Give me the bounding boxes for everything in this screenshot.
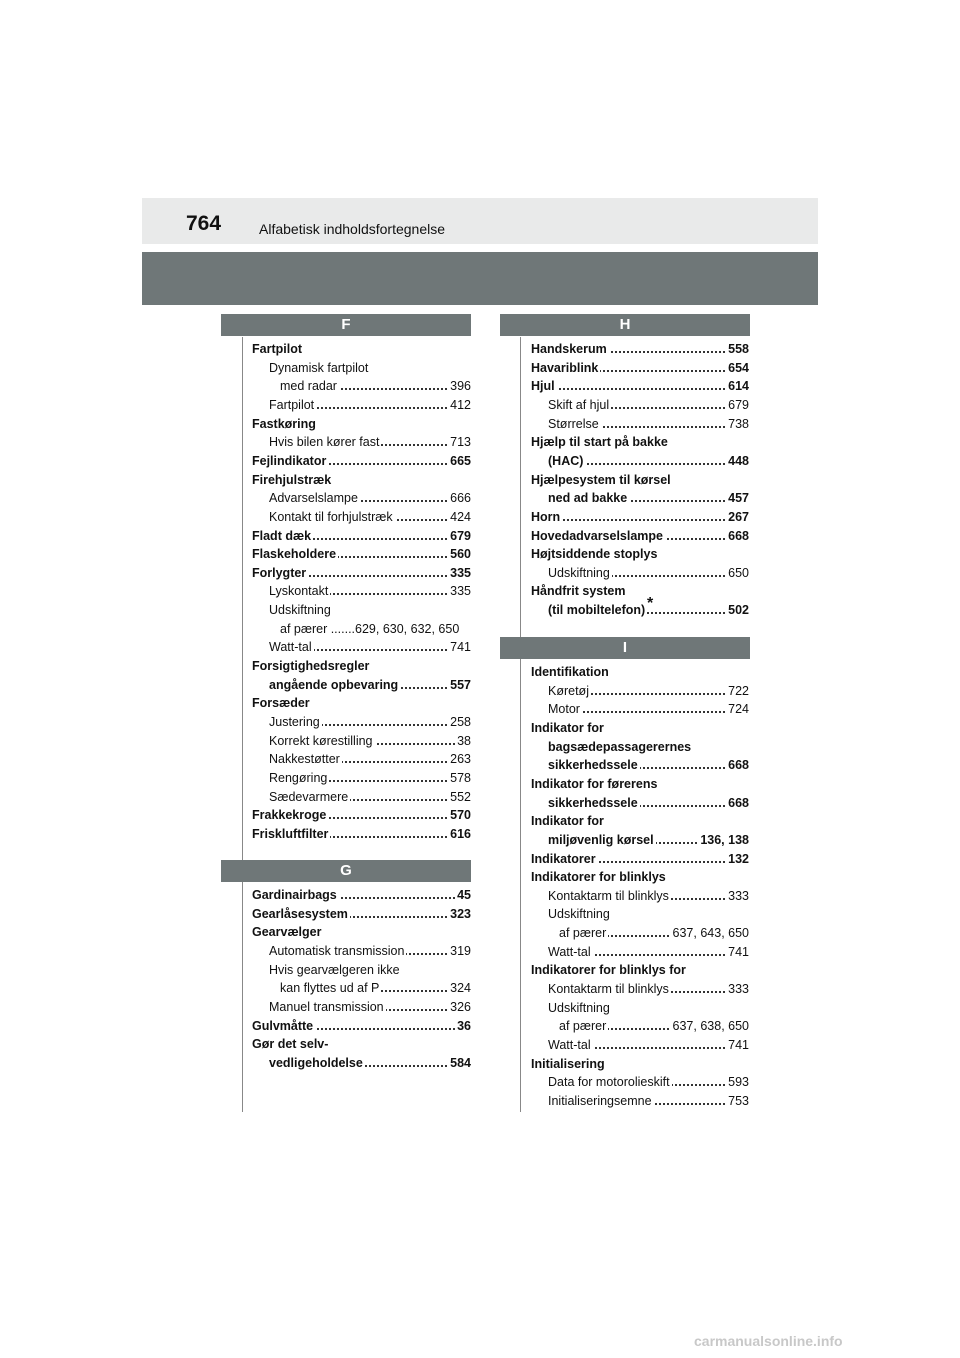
column-divider-left [242,337,243,1112]
entry-text: ned ad bakke [548,491,628,506]
index-entry [548,700,749,718]
entry-page: 722 [728,683,749,698]
entry-page: 457 [728,491,749,506]
entry-text: Fejlindikator [252,453,327,468]
index-entry [269,788,471,806]
index-entry [548,999,749,1017]
index-entry [252,694,471,712]
entry-text: Udskiftning [548,1000,610,1015]
index-entry [252,527,471,545]
leader-dots [531,519,749,521]
index-entry [252,340,471,358]
entry-page: 335 [450,565,471,580]
index-entry [559,1017,749,1035]
entry-text: Hvis bilen kører fast [269,435,380,450]
asterisk-marker: * [647,595,654,613]
index-entry [548,943,749,961]
index-entry [548,682,749,700]
entry-page: 448 [728,453,749,468]
index-entry [531,527,749,545]
entry-text: Rengøring [269,770,328,785]
entry-text: Initialiseringsemne [548,1093,652,1108]
entry-text: Hjul [531,379,555,394]
index-entry [531,433,749,451]
entry-page: 679 [728,397,749,412]
entry-text: kan flyttes ud af P [280,981,380,996]
index-entry [280,377,471,395]
entry-text: angående opbevaring [269,677,399,692]
entry-page: 753 [728,1093,749,1108]
entry-text: Højtsiddende stoplys [531,547,658,562]
index-entry [269,582,471,600]
entry-text: Sædevarmere [269,789,349,804]
entry-text: Frakkekroge [252,808,327,823]
entry-page: 668 [728,528,749,543]
column-divider-right [520,337,521,1112]
entry-text: Størrelse [548,416,599,431]
section-header-g: G [221,860,471,882]
entry-page: 570 [450,808,471,823]
entry-page: 741 [728,944,749,959]
index-entry [269,961,471,979]
entry-text: Gearvælger [252,925,322,940]
entry-text: Identifikation [531,665,609,679]
index-entry [548,1092,749,1110]
entry-text: af pærer [559,926,607,941]
index-entry [269,750,471,768]
entry-text: Kontaktarm til blinklys [548,888,669,903]
section-header-h: H [500,314,750,336]
entry-page: 36 [457,1018,471,1033]
entry-text: Gør det selv- [252,1037,329,1052]
index-entry [269,396,471,414]
entry-text: Friskluftfilter [252,826,329,841]
entry-page: 333 [728,982,749,997]
index-entry [531,1055,749,1073]
entry-page: 724 [728,702,749,717]
entry-text: af pærer .......629, 630, 632, 650 [280,621,460,636]
index-entry [531,663,749,681]
entry-text: Gulvmåtte [252,1018,314,1033]
index-entry [531,961,749,979]
page-title: Alfabetisk indholdsfortegnelse [259,221,446,237]
entry-text: Håndfrit system [531,584,626,599]
index-entry [548,396,749,414]
entry-text: Kontakt til forhjulstræk [269,509,393,524]
index-entry [269,359,471,377]
index-entry [548,887,749,905]
index-entry [559,924,749,942]
entry-page: 552 [450,789,471,804]
entry-text: Data for motorolieskift [548,1075,670,1090]
entry-text: af pærer [559,1019,607,1034]
index-entry [548,905,749,923]
entry-page: 557 [450,677,471,692]
entry-page: 654 [728,360,749,375]
index-entry [269,508,471,526]
entry-page: 333 [728,888,749,903]
index-entry [548,489,749,507]
entry-text: miljøvenlig kørsel [548,832,654,847]
entry-text: Gardinairbags [252,888,337,902]
index-entry [548,756,749,774]
index-entry [252,1035,471,1053]
page-number: 764 [186,212,222,235]
entry-page: 396 [450,379,471,394]
entry-text: (til mobiltelefon) [548,603,646,618]
index-entry [531,377,749,395]
entry-page: 267 [728,509,749,524]
entry-text: bagsædepassagerernes [548,739,692,754]
entry-page: 741 [450,640,471,655]
entry-page: 741 [728,1038,749,1052]
entry-page: 319 [450,943,471,958]
leader-dots [531,388,749,390]
index-entry [269,601,471,619]
entry-text: Flaskeholdere [252,547,337,562]
index-entry [548,415,749,433]
index-entry [252,452,471,470]
entry-page: 38 [457,733,471,748]
entry-text: Watt-tal [548,944,591,959]
entry-text: Automatisk transmission [269,943,405,958]
index-entry [252,1017,471,1035]
entry-text: Hvis gearvælgeren ikke [269,962,400,977]
index-entry [531,850,749,868]
index-entry [269,676,471,694]
section-header-i: I [500,637,750,659]
index-entry [252,886,471,904]
entry-text: Initialisering [531,1056,605,1071]
index-entry [548,595,749,619]
index-entry [252,545,471,563]
entry-page: 616 [450,826,471,841]
index-entry [548,1036,749,1054]
entry-text: Forlygter [252,565,307,580]
entry-text: Indikator for [531,814,604,829]
entry-page: 614 [728,379,749,394]
index-entry [252,471,471,489]
entry-page: 335 [450,584,471,599]
entry-text: Udskiftning [548,565,610,580]
index-entry [548,452,749,470]
index-entry [269,713,471,731]
entry-page: 412 [450,397,471,412]
entry-page: 668 [728,758,749,773]
entry-text: (HAC) [548,453,584,468]
entry-page: 584 [450,1055,471,1070]
entry-text: Indikatorer [531,851,596,866]
entry-text: Manuel transmission [269,999,384,1014]
entry-text: sikkerhedssele [548,758,638,773]
entry-text: Fladt dæk [252,528,312,543]
index-entry [269,489,471,507]
index-entry [548,794,749,812]
index-entry [280,979,471,997]
entry-text: Skift af hjul [548,397,610,412]
index-entry [252,657,471,675]
entry-text: Justering [269,715,320,729]
entry-text: Hjælpesystem til kørsel [531,472,671,487]
index-entry [531,359,749,377]
index-entry [269,638,471,656]
entry-page: 263 [450,752,471,767]
index-entry [269,942,471,960]
index-entry [269,998,471,1016]
index-entry [252,806,471,824]
index-entry [280,620,471,638]
entry-text: Hovedadvarselslampe [531,528,664,543]
index-entry [548,564,749,582]
entry-page: 132 [728,851,749,866]
entry-page: 324 [450,981,471,996]
entry-page: 679 [450,528,471,543]
entry-text: Firehjulstræk [252,472,332,487]
index-entry [531,471,749,489]
entry-page: 326 [450,999,471,1014]
index-entry [252,923,471,941]
entry-text: Forsæder [252,696,310,711]
entry-text: med radar [280,379,337,394]
entry-text: Køretøj [548,683,589,698]
entry-page: 578 [450,770,471,785]
entry-text: Watt-tal [269,640,312,655]
entry-text: Hjælp til start på bakke [531,435,668,450]
index-entry [548,738,749,756]
entry-text: Udskiftning [269,603,331,618]
entry-text: Lyskontakt [269,584,329,599]
index-entry [269,433,471,451]
index-entry [548,831,749,849]
entry-page: 593 [728,1075,749,1090]
entry-text: sikkerhedssele [548,795,638,810]
index-entry [252,825,471,843]
index-entry [252,905,471,923]
index-entry [548,980,749,998]
entry-text: Korrekt kørestilling [269,733,373,748]
entry-page: 650 [728,565,749,580]
entry-text: Fartpilot [269,397,315,412]
index-entry [252,415,471,433]
entry-page: 136, 138 [700,832,749,847]
entry-page: 666 [450,491,471,506]
entry-page: 637, 638, 650 [672,1019,749,1034]
entry-page: 502 [728,603,749,618]
entry-text: Horn [531,509,561,524]
entry-text: Indikator for førerens [531,776,658,791]
entry-text: Forsigtighedsregler [252,659,370,674]
entry-text: vedligeholdelse [269,1055,363,1070]
entry-text: Udskiftning [548,907,610,922]
entry-page: 738 [728,416,749,431]
entry-text: Handskerum [531,342,607,356]
entry-text: Gearlåsesystem [252,906,348,921]
index-entry [531,812,749,830]
entry-page: 713 [450,435,471,450]
index-entry [252,564,471,582]
index-entry [531,582,749,600]
entry-text: Havariblink [531,360,599,375]
dark-banner [142,252,818,305]
entry-text: Fartpilot [252,342,302,356]
index-entry [269,769,471,787]
entry-page: 258 [450,715,471,729]
index-entry [548,1073,749,1091]
entry-page: 323 [450,906,471,921]
entry-page: 424 [450,509,471,524]
entry-text: Indikatorer for blinklys [531,870,666,885]
index-entry [531,719,749,737]
entry-page: 668 [728,795,749,810]
section-header-f: F [221,314,471,336]
index-entry [531,545,749,563]
entry-text: Indikator for [531,720,604,735]
entry-page: 560 [450,547,471,562]
index-entry [269,1054,471,1072]
entry-text: Fastkøring [252,416,316,431]
entry-text: Nakkestøtter [269,752,340,767]
entry-text: Kontaktarm til blinklys [548,982,669,997]
entry-text: Dynamisk fartpilot [269,360,369,375]
index-entry [531,868,749,886]
entry-text: Watt-tal [548,1038,591,1052]
entry-page: 558 [728,342,749,356]
entry-page: 665 [450,453,471,468]
entry-text: Advarselslampe [269,491,358,506]
header-band [142,198,818,244]
index-entry [531,508,749,526]
entry-page: 45 [457,888,471,902]
index-entry [531,340,749,358]
index-entry [531,775,749,793]
entry-text: Motor [548,702,580,717]
index-entry [269,732,471,750]
entry-text: Indikatorer for blinklys for [531,963,686,978]
entry-page: 637, 643, 650 [672,926,749,941]
watermark: carmanualsonline.info [694,1333,843,1349]
